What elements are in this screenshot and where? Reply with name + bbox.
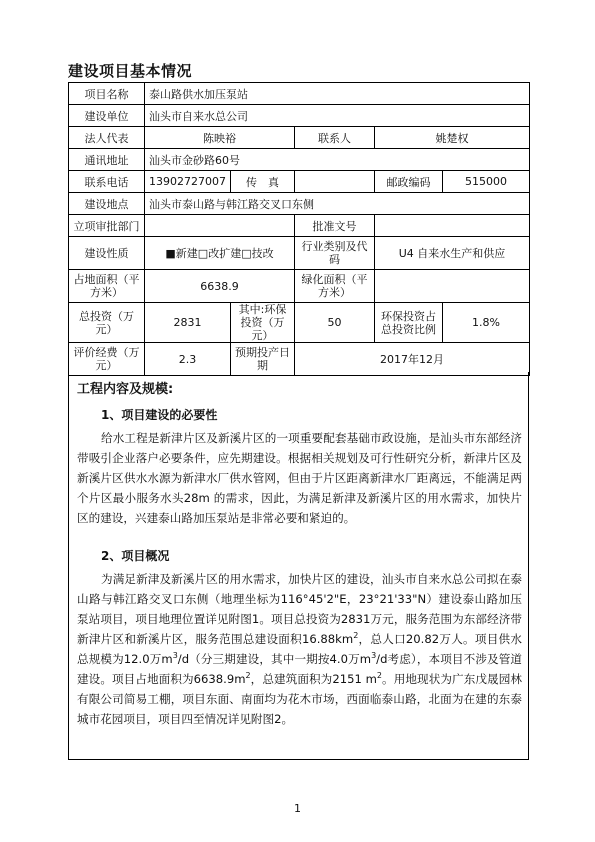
project-content-box xyxy=(68,372,529,760)
table-row xyxy=(69,127,530,149)
table-row xyxy=(69,171,530,193)
invest-label: 总投资（万元） xyxy=(69,303,145,343)
table-row xyxy=(69,193,530,215)
green-value xyxy=(375,270,530,303)
site-value: 汕头市泰山路与韩江路交叉口东侧 xyxy=(145,193,530,215)
start-date-label: 预期投产日期 xyxy=(231,343,295,376)
contact-label: 联系人 xyxy=(295,127,375,149)
postcode-value: 515000 xyxy=(443,171,530,193)
table-row xyxy=(69,237,530,270)
address-value: 汕头市金砂路60号 xyxy=(145,149,530,171)
text-run: ，总建筑面积为2151 m xyxy=(250,672,377,686)
industry-label: 行业类别及代码 xyxy=(295,237,375,270)
phone-value: 13902727007 xyxy=(145,171,231,193)
approval-dept-value xyxy=(145,215,295,237)
superscript: 3 xyxy=(371,651,377,661)
table-row xyxy=(69,303,530,343)
table-row xyxy=(69,83,530,105)
address-label: 通讯地址 xyxy=(69,149,145,171)
superscript: 3 xyxy=(172,651,178,661)
superscript: 2 xyxy=(353,631,359,641)
env-invest-label: 其中:环保投资（万元） xyxy=(231,303,295,343)
area-label: 占地面积（平方米） xyxy=(69,270,145,303)
table-row xyxy=(69,343,530,376)
page-title: 建设项目基本情况 xyxy=(68,62,193,80)
fax-label: 传 真 xyxy=(231,171,295,193)
project-info-table xyxy=(68,82,530,376)
fax-value xyxy=(295,171,375,193)
industry-value: U4 自来水生产和供应 xyxy=(375,237,530,270)
legal-rep-label: 法人代表 xyxy=(69,127,145,149)
nature-label: 建设性质 xyxy=(69,237,145,270)
env-ratio-value: 1.8% xyxy=(443,303,530,343)
subsection-2-text xyxy=(77,569,522,729)
subsection-1-title: 1、项目建设的必要性 xyxy=(101,408,218,422)
eval-fee-value: 2.3 xyxy=(145,343,231,376)
builder-label: 建设单位 xyxy=(69,105,145,127)
text-run: ，总人口20.82万人。项目供水总规模为12.0万m xyxy=(77,632,522,666)
green-label: 绿化面积（平方米） xyxy=(295,270,375,303)
invest-value: 2831 xyxy=(145,303,231,343)
area-value: 6638.9 xyxy=(145,270,295,303)
approval-no-label: 批准文号 xyxy=(295,215,375,237)
table-row xyxy=(69,149,530,171)
approval-no-value xyxy=(375,215,530,237)
postcode-label: 邮政编码 xyxy=(375,171,443,193)
text-run: 。用地现状为广东戊晟园林有限公司简易工棚，项目东面、南面均为花木市场，西面临泰山路，北面为在建的东泰城市花园项目，项目四至情况详见附图2。 xyxy=(77,672,522,726)
legal-rep-value: 陈映裕 xyxy=(145,127,295,149)
table-row xyxy=(69,105,530,127)
superscript: 2 xyxy=(245,671,251,681)
approval-dept-label: 立项审批部门 xyxy=(69,215,145,237)
superscript: 2 xyxy=(376,671,382,681)
phone-label: 联系电话 xyxy=(69,171,145,193)
subsection-1-text: 给水工程是新津片区及新溪片区的一项重要配套基础市政设施，是汕头市东部经济带吸引企业落户必要条件，应先期建设。根据相关规划及可行性研究分析，新津片区及新溪片区供水水源为新津水厂供水管网，但由于片区距离新津水厂距离远，不能满足两个片区最小服务水头28m 的需求，因此，为满足新津及新溪片区的用水需求，加快片区的建设，兴建泰山路加压泵站是非常必要和紧迫的。 xyxy=(77,431,522,525)
env-ratio-label: 环保投资占总投资比例 xyxy=(375,303,443,343)
nature-value: ■新建□改扩建□技改 xyxy=(145,237,295,270)
project-name-label: 项目名称 xyxy=(69,83,145,105)
env-invest-value: 50 xyxy=(295,303,375,343)
section-title: 工程内容及规模: xyxy=(77,382,174,397)
start-date-value: 2017年12月 xyxy=(295,343,530,376)
page-number: 1 xyxy=(294,802,301,815)
eval-fee-label: 评价经费（万元） xyxy=(69,343,145,376)
table-row xyxy=(69,215,530,237)
contact-value: 姚楚权 xyxy=(375,127,530,149)
project-name-value: 泰山路供水加压泵站 xyxy=(145,83,530,105)
builder-value: 汕头市自来水总公司 xyxy=(145,105,530,127)
site-label: 建设地点 xyxy=(69,193,145,215)
text-run: /d考虑），本项目不涉及管道建设。项目占地面积为6638.9m xyxy=(77,652,523,686)
text-run: 为满足新津及新溪片区的用水需求，加快片区的建设，汕头市自来水总公司拟在泰山路与韩江路交叉口东侧（地理坐标为116°45'2"E，23°21'33"N）建设泰山路加压泵站项目，项目地理位置详见附图1。项目总投资为2831万元，服务范围为东部经济带新津片区和新溪片区，服务范围总建设面积16.88km xyxy=(77,572,522,646)
table-row xyxy=(69,270,530,303)
subsection-2-title: 2、项目概况 xyxy=(101,549,170,563)
text-run: /d（分三期建设，其中一期按4.0万m xyxy=(177,652,372,666)
